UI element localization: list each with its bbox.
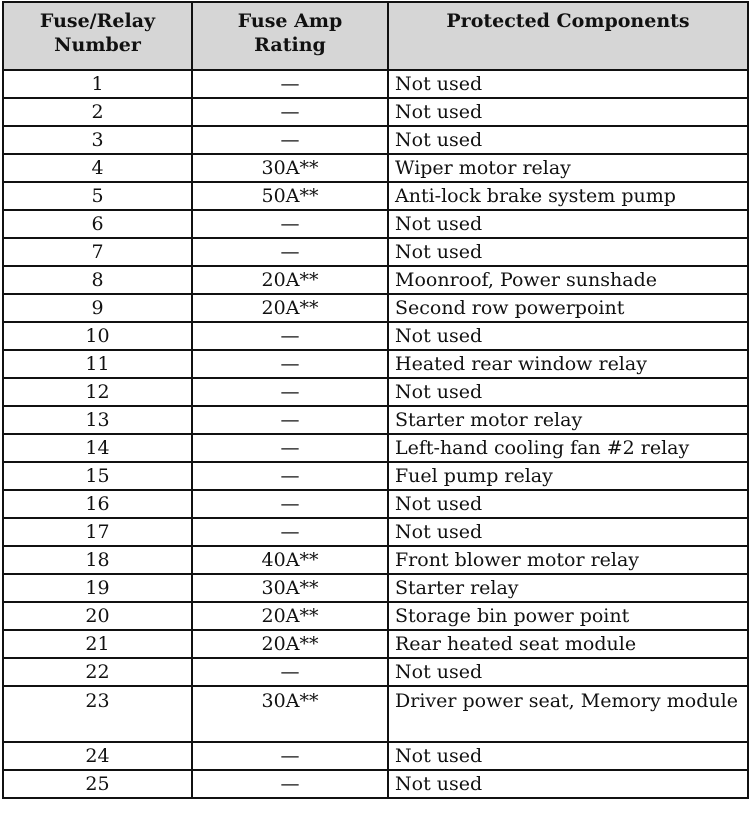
header-line: Fuse/Relay (39, 10, 156, 32)
table-row (3, 98, 748, 126)
header-row (3, 2, 748, 70)
fuse-number-cell: 8 (3, 266, 192, 294)
amp-rating-cell: — (192, 126, 388, 154)
amp-rating-cell: 30A** (192, 154, 388, 182)
component-cell: Heated rear window relay (388, 350, 748, 378)
table-row (3, 574, 748, 602)
amp-rating-cell: — (192, 98, 388, 126)
table-row (3, 238, 748, 266)
component-cell: Not used (388, 70, 748, 98)
fuse-number-cell: 5 (3, 182, 192, 210)
component-cell: Not used (388, 126, 748, 154)
component-cell: Not used (388, 518, 748, 546)
amp-rating-cell: — (192, 518, 388, 546)
table-row (3, 434, 748, 462)
fuse-number-cell: 6 (3, 210, 192, 238)
component-cell: Rear heated seat module (388, 630, 748, 658)
table-row (3, 462, 748, 490)
fuse-number-cell: 16 (3, 490, 192, 518)
amp-rating-cell: — (192, 490, 388, 518)
amp-rating-cell: — (192, 770, 388, 798)
table-row (3, 70, 748, 98)
component-cell: Not used (388, 742, 748, 770)
component-cell: Starter motor relay (388, 406, 748, 434)
component-cell: Not used (388, 238, 748, 266)
table-row (3, 518, 748, 546)
fuse-number-cell: 19 (3, 574, 192, 602)
amp-rating-cell: 30A** (192, 686, 388, 742)
fuse-number-cell: 7 (3, 238, 192, 266)
component-cell: Driver power seat, Memory module (388, 686, 748, 742)
amp-rating-cell: — (192, 434, 388, 462)
amp-rating-cell: 20A** (192, 630, 388, 658)
table-row (3, 546, 748, 574)
header-line: Number (54, 34, 141, 56)
amp-rating-cell: 20A** (192, 266, 388, 294)
header-fuse-amp-rating (192, 2, 388, 70)
component-cell: Not used (388, 770, 748, 798)
fuse-number-cell: 18 (3, 546, 192, 574)
table-row (3, 490, 748, 518)
fuse-table (2, 1, 749, 799)
table-row (3, 406, 748, 434)
amp-rating-cell: 20A** (192, 294, 388, 322)
amp-rating-cell: — (192, 238, 388, 266)
fuse-number-cell: 21 (3, 630, 192, 658)
amp-rating-cell: — (192, 658, 388, 686)
fuse-number-cell: 10 (3, 322, 192, 350)
fuse-number-cell: 1 (3, 70, 192, 98)
amp-rating-cell: 40A** (192, 546, 388, 574)
header-protected-components (388, 2, 748, 70)
table-row (3, 602, 748, 630)
amp-rating-cell: — (192, 742, 388, 770)
component-cell: Moonroof, Power sunshade (388, 266, 748, 294)
fuse-number-cell: 12 (3, 378, 192, 406)
amp-rating-cell: — (192, 70, 388, 98)
fuse-number-cell: 20 (3, 602, 192, 630)
fuse-number-cell: 3 (3, 126, 192, 154)
amp-rating-cell: — (192, 350, 388, 378)
component-cell: Not used (388, 98, 748, 126)
amp-rating-cell: 50A** (192, 182, 388, 210)
amp-rating-cell: — (192, 378, 388, 406)
table-row (3, 154, 748, 182)
fuse-number-cell: 9 (3, 294, 192, 322)
component-cell: Not used (388, 658, 748, 686)
fuse-number-cell: 22 (3, 658, 192, 686)
fuse-number-cell: 24 (3, 742, 192, 770)
fuse-number-cell: 23 (3, 686, 192, 742)
table-row (3, 686, 748, 742)
fuse-number-cell: 4 (3, 154, 192, 182)
component-cell: Storage bin power point (388, 602, 748, 630)
table-header (3, 2, 748, 70)
table-row (3, 658, 748, 686)
table-row (3, 294, 748, 322)
fuse-number-cell: 17 (3, 518, 192, 546)
amp-rating-cell: 30A** (192, 574, 388, 602)
table-row (3, 266, 748, 294)
table-row (3, 210, 748, 238)
fuse-number-cell: 14 (3, 434, 192, 462)
fuse-number-cell: 13 (3, 406, 192, 434)
header-line: Protected Components (446, 10, 690, 32)
amp-rating-cell: — (192, 406, 388, 434)
table-body (3, 70, 748, 798)
table-row (3, 182, 748, 210)
component-cell: Not used (388, 378, 748, 406)
table-row (3, 350, 748, 378)
header-fuse-relay-number (3, 2, 192, 70)
table-row (3, 742, 748, 770)
component-cell: Fuel pump relay (388, 462, 748, 490)
amp-rating-cell: 20A** (192, 602, 388, 630)
component-cell: Starter relay (388, 574, 748, 602)
amp-rating-cell: — (192, 462, 388, 490)
fuse-number-cell: 15 (3, 462, 192, 490)
component-cell: Not used (388, 490, 748, 518)
component-cell: Left-hand cooling fan #2 relay (388, 434, 748, 462)
component-cell: Not used (388, 322, 748, 350)
header-line: Fuse Amp (237, 10, 343, 32)
table-row (3, 770, 748, 798)
table-row (3, 378, 748, 406)
header-line: Rating (254, 34, 326, 56)
table-row (3, 630, 748, 658)
amp-rating-cell: — (192, 210, 388, 238)
component-cell: Not used (388, 210, 748, 238)
component-cell: Anti-lock brake system pump (388, 182, 748, 210)
component-cell: Second row powerpoint (388, 294, 748, 322)
table-row (3, 126, 748, 154)
table-row (3, 322, 748, 350)
fuse-number-cell: 2 (3, 98, 192, 126)
fuse-number-cell: 11 (3, 350, 192, 378)
fuse-number-cell: 25 (3, 770, 192, 798)
component-cell: Wiper motor relay (388, 154, 748, 182)
amp-rating-cell: — (192, 322, 388, 350)
component-cell: Front blower motor relay (388, 546, 748, 574)
